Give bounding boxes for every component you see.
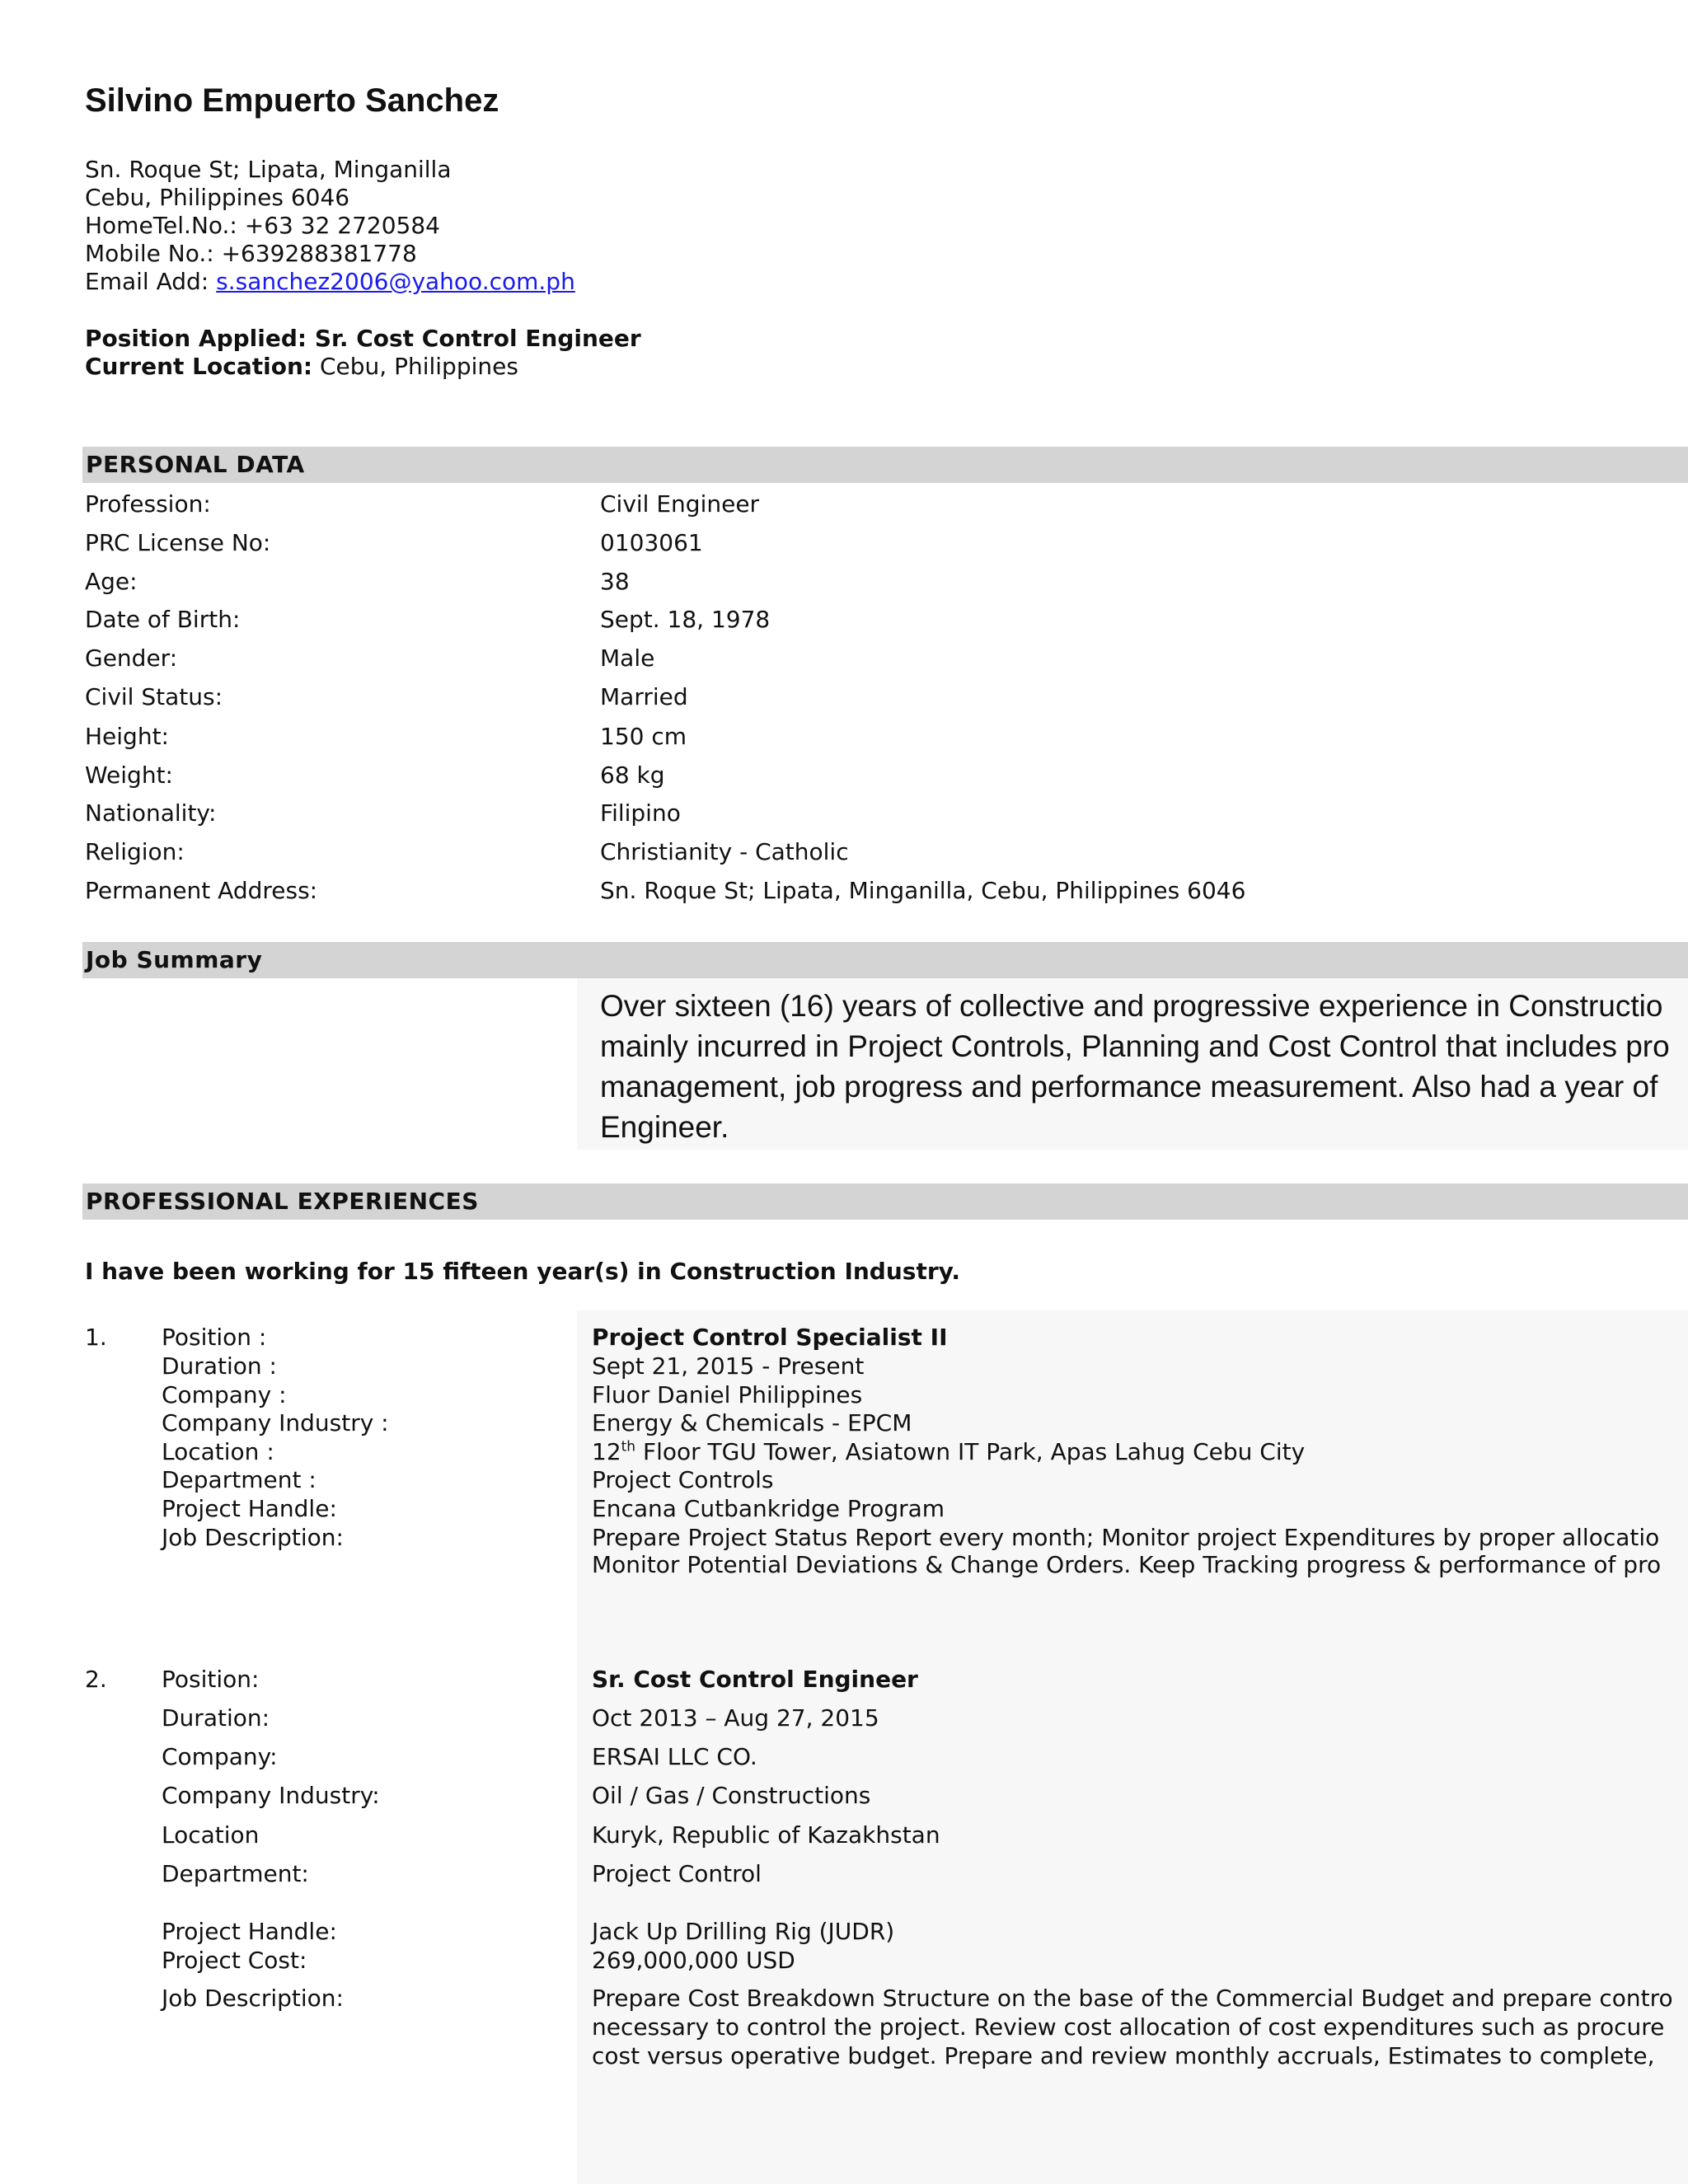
pd-label: Permanent Address: [85,877,318,904]
job-company: Fluor Daniel Philippines [592,1381,863,1408]
pd-label: Nationality: [85,799,217,827]
pd-label: Civil Status: [85,683,223,710]
job-location: Kuryk, Republic of Kazakhstan [592,1821,940,1849]
job-location [592,1438,1305,1465]
job-label: Location [162,1821,260,1849]
current-location-label: Current Location: [85,353,313,380]
job-description: Prepare Project Status Report every month; Monitor project Expenditures by proper allocatio [592,1524,1660,1551]
location-rest: Floor TGU Tower, Asiatown IT Park, Apas Lahug Cebu City [635,1438,1306,1465]
pd-label: Age: [85,568,138,595]
job-description: cost versus operative budget. Prepare and review monthly accruals, Estimates to complete, [592,2042,1655,2069]
mobile-number: Mobile No.: +639288381778 [85,240,417,267]
pd-value: 150 cm [600,723,687,750]
address-line-1: Sn. Roque St; Lipata, Minganilla [85,156,452,183]
applicant-name: Silvino Empuerto Sanchez [85,82,499,119]
home-tel: HomeTel.No.: +63 32 2720584 [85,212,440,239]
job-label: Company : [162,1381,287,1408]
job-label: Duration : [162,1352,277,1380]
job-description: Monitor Potential Deviations & Change Orders. Keep Tracking progress & performance of pro [592,1551,1662,1578]
job-position: Sr. Cost Control Engineer [592,1666,918,1693]
experience-heading: PROFESSIONAL EXPERIENCES [82,1183,1688,1220]
personal-data-heading: PERSONAL DATA [82,447,1688,483]
pd-value: Filipino [600,799,681,827]
address-line-2: Cebu, Philippines 6046 [85,184,350,211]
pd-value: Male [600,644,655,672]
floor-number: 12 [592,1438,621,1465]
pd-label: Religion: [85,838,185,865]
job-summary-text: Over sixteen (16) years of collective and progressive experience in Constructio mainly incurred in Project Controls, Planning and Cost Control that includes pro management, job progress and performance measurement. Also had a year of Engineer. [600,989,1670,1144]
job-label: Location : [162,1438,274,1465]
job-label: Position: [162,1666,260,1693]
job-label: Company: [162,1743,278,1770]
current-location-value: Cebu, Philippines [312,353,518,380]
job-number: 1. [85,1324,107,1351]
pd-value: Christianity - Catholic [600,838,849,865]
pd-value: 0103061 [600,529,703,556]
job-label: Department: [162,1860,309,1887]
email-label: Email Add: [85,268,217,295]
pd-label: Gender: [85,644,178,672]
job-department: Project Controls [592,1466,774,1493]
pd-value: Sn. Roque St; Lipata, Minganilla, Cebu, Philippines 6046 [600,877,1246,904]
pd-label: Profession: [85,490,211,518]
job-label: Project Handle: [162,1918,337,1945]
job-label: Position : [162,1324,267,1351]
job-industry: Energy & Chemicals - EPCM [592,1409,912,1436]
pd-label: Weight: [85,762,173,789]
pd-label: PRC License No: [85,529,271,556]
pd-value: 38 [600,568,630,595]
job-description: necessary to control the project. Review cost allocation of cost expenditures such as procure [592,2013,1665,2041]
job-project: Encana Cutbankridge Program [592,1495,945,1522]
pd-label: Height: [85,723,169,750]
job-cost: 269,000,000 USD [592,1947,795,1974]
current-location [85,353,518,381]
job-industry: Oil / Gas / Constructions [592,1782,871,1809]
job-department: Project Control [592,1860,762,1887]
job-summary-heading: Job Summary [82,942,1688,978]
job-label: Company Industry : [162,1409,389,1436]
job-label: Company Industry: [162,1782,380,1809]
email-row [85,268,575,296]
position-applied: Position Applied: Sr. Cost Control Engineer [85,325,641,352]
job-duration: Oct 2013 – Aug 27, 2015 [592,1704,879,1732]
job-label: Project Handle: [162,1495,337,1522]
pd-value: Civil Engineer [600,490,760,518]
pd-label: Date of Birth: [85,606,241,633]
job-label: Department : [162,1466,316,1493]
pd-value: 68 kg [600,762,665,789]
job-label: Job Description: [162,1985,344,2012]
job-label: Project Cost: [162,1947,307,1974]
pd-value: Married [600,683,688,710]
job-duration: Sept 21, 2015 - Present [592,1352,865,1380]
job-position: Project Control Specialist II [592,1324,948,1351]
job-description: Prepare Cost Breakdown Structure on the base of the Commercial Budget and prepare contro [592,1985,1673,2012]
job-project: Jack Up Drilling Rig (JUDR) [592,1918,895,1945]
experience-intro: I have been working for 15 fifteen year(s) in Construction Industry. [85,1258,960,1285]
job-label: Duration: [162,1704,270,1732]
job-company: ERSAI LLC CO. [592,1743,757,1770]
job-number: 2. [85,1666,107,1693]
floor-suffix: th [621,1438,636,1455]
pd-value: Sept. 18, 1978 [600,606,771,633]
email-link[interactable]: s.sanchez2006@yahoo.com.ph [216,268,575,295]
job-label: Job Description: [162,1524,344,1551]
